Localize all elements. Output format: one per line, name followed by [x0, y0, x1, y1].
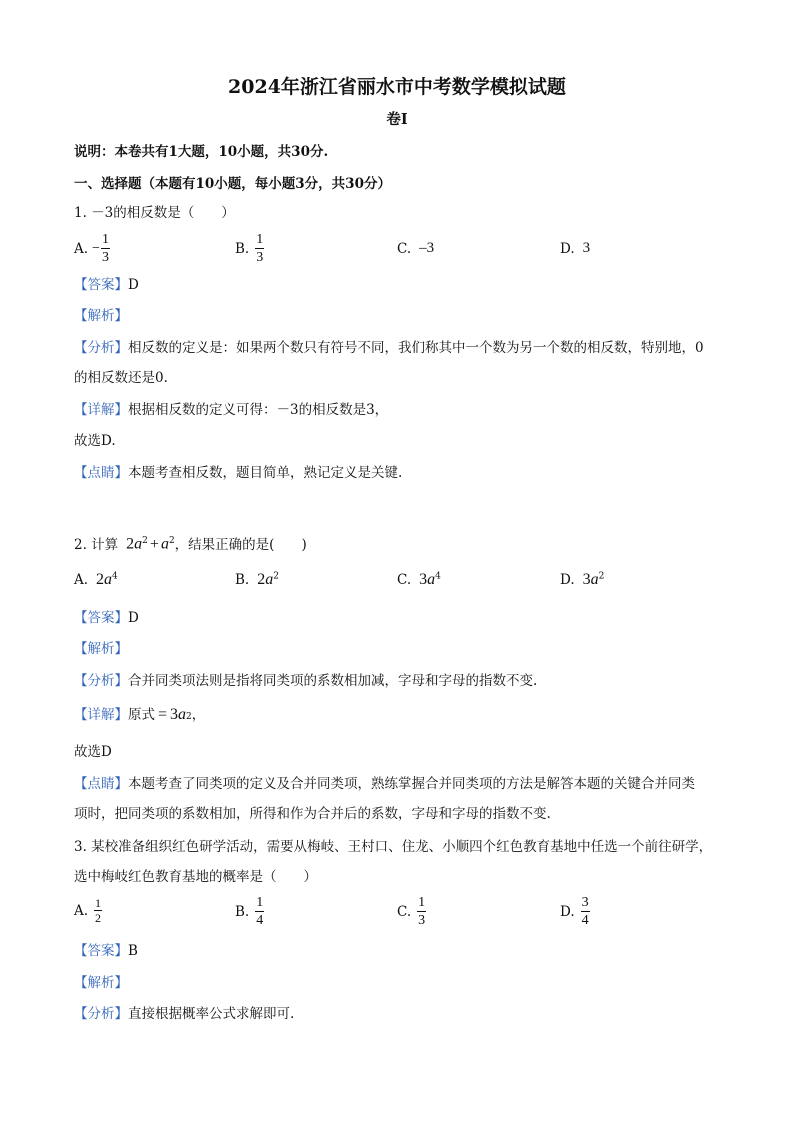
q1-choice: 故选D.: [74, 433, 116, 449]
q1-detail: 【详解】根据相反数的定义可得：－3的相反数是3，: [74, 402, 389, 418]
q2-expression: $2a^2 + a^2$: [126, 535, 175, 553]
q2-dianjing: 【点睛】本题考查了同类项的定义及合并同类项，熟练掌握合并同类项的方法是解答本题的关键合并同类: [74, 776, 695, 792]
q2-dianjing-cont: 项时，把同类项的系数相加，所得和作为合并后的系数，字母和字母的指数不变.: [74, 806, 551, 822]
q1-option-a: A. − $\frac{1}{3}$: [74, 232, 109, 265]
q1-analysis: 【解析】: [74, 308, 128, 324]
q2-fenxi: 【分析】合并同类项法则是指将同类项的系数相加减，字母和字母的指数不变.: [74, 673, 538, 689]
q1-answer: 【答案】D: [74, 277, 139, 293]
q2-detail: 【详解】 原式 = 3 a 2 ，: [74, 706, 206, 723]
q2-option-d: D. $3a^2$: [560, 571, 605, 588]
q1-option-d: D. 3: [560, 240, 591, 257]
q1-stem: 1. －3的相反数是（ ）: [74, 205, 235, 221]
q1-option-c: C. –3: [397, 240, 435, 257]
exam-note: 说明：本卷共有1大题，10小题，共30分.: [74, 144, 329, 160]
q2-option-b: B. $2a^2$: [235, 571, 279, 588]
section-heading: 一、选择题（本题有10小题，每小题3分，共30分）: [74, 176, 391, 192]
volume-label: 卷I: [386, 111, 408, 128]
q2-choice: 故选D: [74, 744, 112, 760]
q3-analysis: 【解析】: [74, 975, 128, 991]
q3-option-c: C. $\frac{1}{3}$: [397, 895, 426, 928]
q3-stem: 3. 某校准备组织红色研学活动，需要从梅岐、王村口、住龙、小顺四个红色教育基地中任选一个前往研学，: [74, 839, 713, 855]
q3-fenxi: 【分析】直接根据概率公式求解即可.: [74, 1006, 295, 1022]
q3-option-d: D. $\frac{3}{4}$: [560, 895, 589, 928]
q3-option-b: B. $\frac{1}{4}$: [235, 895, 264, 928]
q1-option-b: B. $\frac{1}{3}$: [235, 232, 264, 265]
q2-option-a: A. $2a^4$: [74, 571, 118, 588]
document-title: 2024年浙江省丽水市中考数学模拟试题: [228, 76, 566, 98]
q2-stem: 2. 计算 $2a^2 + a^2$ ，结果正确的是( ): [74, 532, 307, 554]
q3-option-a: A. $\frac{1}{2}$: [74, 896, 102, 925]
q2-answer: 【答案】D: [74, 610, 139, 626]
q2-option-c: C. $3a^4$: [397, 571, 441, 588]
q1-fenxi-cont: 的相反数还是0.: [74, 370, 168, 386]
q3-stem-cont: 选中梅岐红色教育基地的概率是（ ）: [74, 869, 317, 885]
q1-fenxi: 【分析】相反数的定义是：如果两个数只有符号不同，我们称其中一个数为另一个数的相反数，特别地，0: [74, 340, 704, 356]
q1-dianjing: 【点睛】本题考查相反数，题目简单，熟记定义是关键.: [74, 465, 403, 481]
q2-analysis: 【解析】: [74, 641, 128, 657]
q3-answer: 【答案】B: [74, 943, 138, 959]
